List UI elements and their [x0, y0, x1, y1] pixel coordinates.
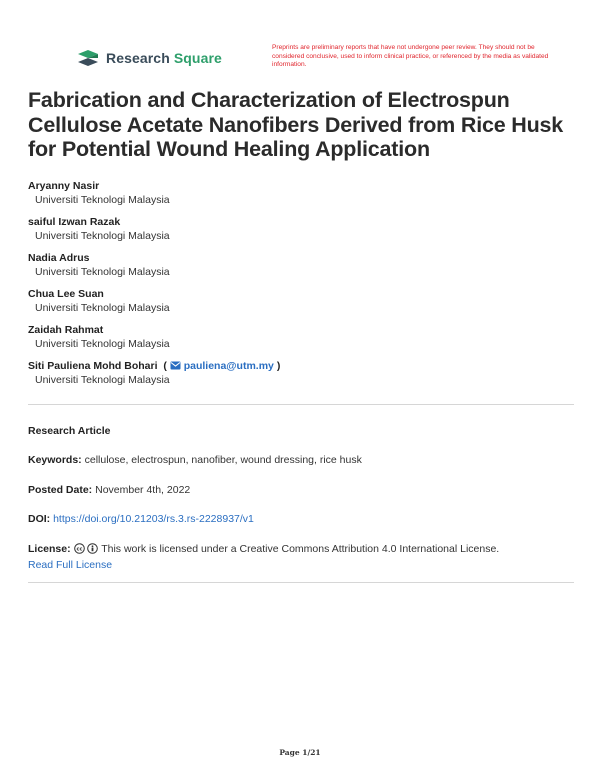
author-name[interactable]: Zaidah Rahmat — [28, 324, 104, 336]
mail-icon — [170, 361, 181, 370]
logo-word-square: Square — [173, 50, 222, 66]
author-name[interactable]: saiful Izwan Razak — [28, 216, 121, 228]
paren-open: ( — [160, 360, 167, 372]
keywords-value: cellulose, electrospun, nanofiber, wound dressing, rice husk — [84, 454, 362, 466]
svg-text:cc: cc — [76, 546, 82, 553]
article-type — [28, 424, 578, 439]
author-entry — [28, 180, 588, 216]
author-affiliation: Universiti Teknologi Malaysia — [35, 302, 170, 314]
section-divider — [28, 404, 574, 405]
keywords-line — [28, 453, 578, 468]
research-square-logo-icon — [76, 48, 100, 68]
keywords-label: Keywords: — [28, 454, 82, 466]
author-list — [28, 180, 588, 396]
author-name[interactable]: Nadia Adrus — [28, 252, 90, 264]
corresponding-author — [28, 360, 588, 373]
by-icon — [87, 543, 98, 554]
author-email-link[interactable]: pauliena@utm.my — [183, 360, 274, 372]
author-entry — [28, 360, 588, 396]
author-affiliation: Universiti Teknologi Malaysia — [35, 194, 170, 206]
doi-label: DOI: — [28, 513, 51, 525]
research-square-logo[interactable] — [76, 48, 222, 68]
license-label: License: — [28, 543, 71, 555]
author-entry — [28, 288, 588, 324]
preprint-disclaimer: Preprints are preliminary reports that have not undergone peer review. They should not be considered conclusive, used to inform clinical practice, or referenced by the media as validated information. — [272, 44, 549, 69]
license-text: This work is licensed under a Creative Commons Attribution 4.0 International License. — [101, 543, 500, 555]
posted-date-line — [28, 483, 578, 498]
doi-line — [28, 512, 578, 527]
header — [76, 44, 549, 84]
read-full-license-link[interactable]: Read Full License — [28, 559, 113, 571]
author-name[interactable]: Chua Lee Suan — [28, 288, 104, 300]
paper-title: Fabrication and Characterization of Electrospun Cellulose Acetate Nanofibers Derived from Rice Husk for Potential Wound Healing Application — [28, 88, 564, 161]
posted-date-label: Posted Date: — [28, 484, 93, 496]
logo-text — [106, 50, 222, 66]
author-affiliation: Universiti Teknologi Malaysia — [35, 374, 170, 386]
article-type-label: Research Article — [28, 425, 111, 437]
author-affiliation: Universiti Teknologi Malaysia — [35, 338, 170, 350]
license-line — [28, 542, 578, 557]
section-divider — [28, 582, 574, 583]
author-name[interactable]: Siti Pauliena Mohd Bohari — [28, 360, 158, 372]
author-name[interactable]: Aryanny Nasir — [28, 180, 100, 192]
logo-word-research: Research — [106, 50, 170, 66]
author-entry — [28, 324, 588, 360]
paren-close: ) — [276, 360, 281, 372]
license-link-line — [28, 558, 578, 573]
author-entry — [28, 252, 588, 288]
posted-date-value: November 4th, 2022 — [95, 484, 191, 496]
author-affiliation: Universiti Teknologi Malaysia — [35, 230, 170, 242]
author-affiliation: Universiti Teknologi Malaysia — [35, 266, 170, 278]
author-entry — [28, 216, 588, 252]
doi-link[interactable]: https://doi.org/10.21203/rs.3.rs-2228937/v1 — [53, 513, 254, 525]
page-number: Page 1/21 — [279, 748, 321, 757]
cc-icon — [74, 543, 85, 554]
